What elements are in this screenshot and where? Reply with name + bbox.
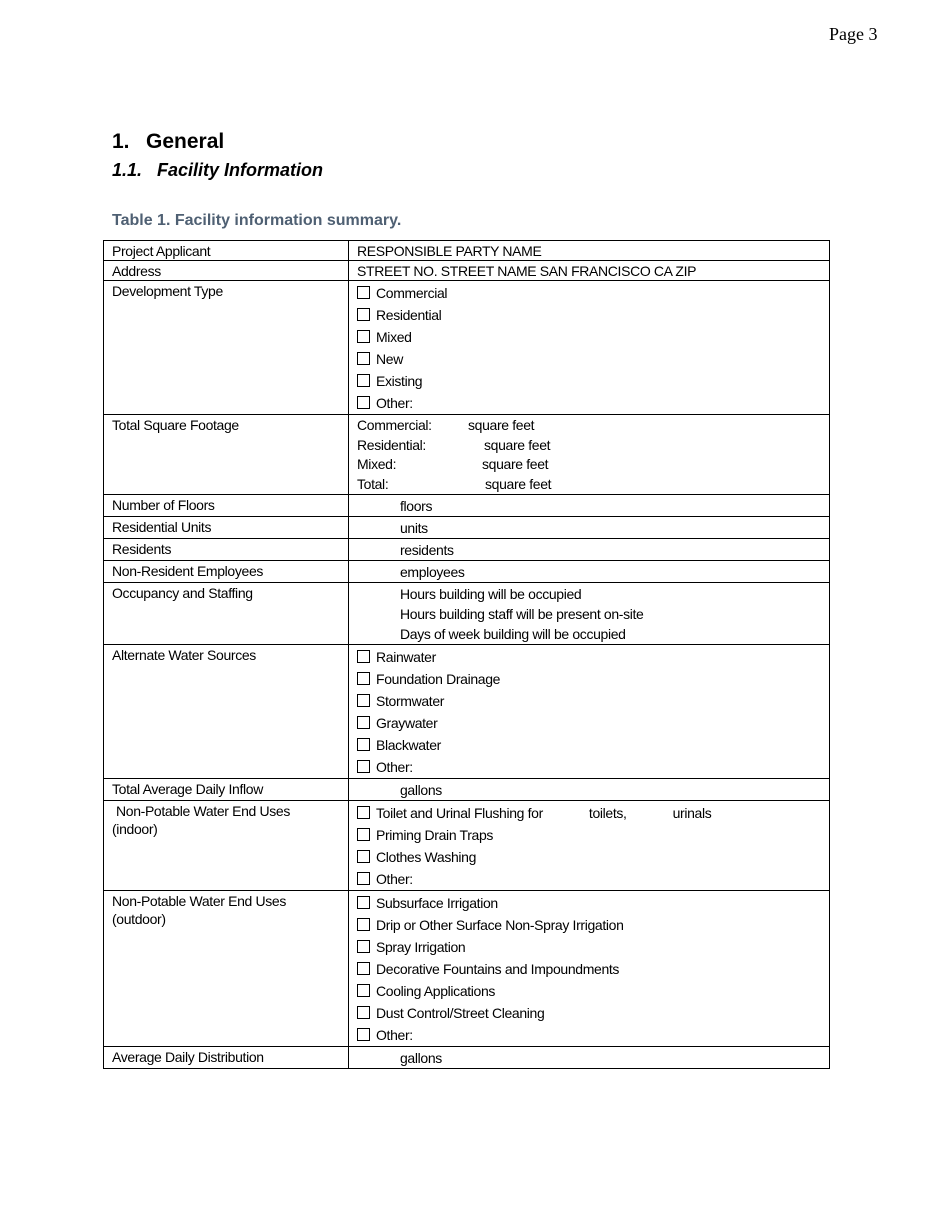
checkbox-label: Toilet and Urinal Flushing for (376, 805, 543, 821)
checkbox-icon[interactable] (357, 1006, 370, 1019)
table-row (104, 281, 830, 415)
table-row (104, 561, 830, 583)
employees-unit: employees (400, 564, 465, 580)
checkbox-label: Mixed (376, 329, 412, 345)
sqft-key: Total: (357, 475, 389, 492)
checkbox-icon[interactable] (357, 694, 370, 707)
occupancy-line[interactable]: Hours building staff will be present on-site (400, 606, 644, 622)
checkbox-label: Graywater (376, 715, 438, 731)
checkbox-option[interactable] (357, 892, 821, 914)
sqft-unit: square feet (468, 417, 535, 433)
inflow-value[interactable] (349, 779, 830, 801)
distribution-unit: gallons (400, 1050, 442, 1066)
checkbox-icon[interactable] (357, 308, 370, 321)
checkbox-option[interactable] (357, 690, 821, 712)
row-label: Average Daily Distribution (104, 1047, 349, 1069)
checkbox-icon[interactable] (357, 872, 370, 885)
checkbox-label: Residential (376, 307, 442, 323)
sqft-line[interactable] (357, 436, 821, 456)
table-row (104, 645, 830, 779)
row-label (104, 801, 349, 891)
row-label: Occupancy and Staffing (104, 583, 349, 645)
checkbox-icon[interactable] (357, 650, 370, 663)
checkbox-icon[interactable] (357, 962, 370, 975)
checkbox-option[interactable] (357, 304, 821, 326)
sqft-unit: square feet (482, 456, 549, 472)
row-label: Total Square Footage (104, 415, 349, 495)
outdoor-label-line-1: Non-Potable Water End Uses (112, 893, 287, 909)
checkbox-label: Other: (376, 871, 413, 887)
checkbox-label: Other: (376, 395, 413, 411)
section-title: General (146, 130, 225, 153)
row-label: Residential Units (104, 517, 349, 539)
sqft-key: Mixed: (357, 456, 397, 472)
checkbox-icon[interactable] (357, 828, 370, 841)
checkbox-icon[interactable] (357, 850, 370, 863)
table-row (104, 261, 830, 281)
checkbox-option[interactable] (357, 980, 821, 1002)
checkbox-icon[interactable] (357, 716, 370, 729)
sqft-line[interactable] (357, 455, 821, 475)
checkbox-icon[interactable] (357, 396, 370, 409)
section-heading (112, 130, 224, 154)
floors-unit: floors (400, 498, 433, 514)
checkbox-label: Commercial (376, 285, 448, 301)
row-label: Alternate Water Sources (104, 645, 349, 779)
checkbox-option[interactable] (357, 1002, 821, 1024)
table-caption: Table 1. Facility information summary. (112, 212, 402, 229)
table-row (104, 891, 830, 1047)
checkbox-label: Foundation Drainage (376, 671, 501, 687)
checkbox-label: Cooling Applications (376, 983, 496, 999)
checkbox-label: Spray Irrigation (376, 939, 466, 955)
occupancy-line[interactable]: Hours building will be occupied (400, 586, 582, 602)
row-label: Non-Resident Employees (104, 561, 349, 583)
checkbox-label: Other: (376, 759, 413, 775)
checkbox-icon[interactable] (357, 738, 370, 751)
employees-value[interactable] (349, 561, 830, 583)
checkbox-option[interactable] (357, 646, 821, 668)
checkbox-icon[interactable] (357, 286, 370, 299)
occupancy-values (349, 583, 830, 645)
row-label (104, 891, 349, 1047)
checkbox-option[interactable] (357, 914, 821, 936)
checkbox-option[interactable] (357, 1024, 821, 1046)
sqft-line[interactable] (357, 475, 821, 495)
checkbox-option[interactable] (357, 734, 821, 756)
checkbox-icon[interactable] (357, 940, 370, 953)
checkbox-label: Stormwater (376, 693, 445, 709)
residents-unit: residents (400, 542, 454, 558)
distribution-value[interactable] (349, 1047, 830, 1069)
development-type-options (349, 281, 830, 415)
checkbox-label: Clothes Washing (376, 849, 477, 865)
checkbox-option[interactable] (357, 824, 821, 846)
checkbox-label: Existing (376, 373, 423, 389)
checkbox-label: Drip or Other Surface Non-Spray Irrigation (376, 917, 624, 933)
checkbox-icon[interactable] (357, 984, 370, 997)
checkbox-option[interactable] (357, 936, 821, 958)
table-row (104, 495, 830, 517)
square-footage-values (349, 415, 830, 495)
checkbox-icon[interactable] (357, 760, 370, 773)
inflow-unit: gallons (400, 782, 442, 798)
checkbox-option[interactable] (357, 392, 821, 414)
sqft-unit: square feet (484, 436, 551, 453)
checkbox-option[interactable] (357, 712, 821, 734)
checkbox-icon[interactable] (357, 330, 370, 343)
checkbox-label: Subsurface Irrigation (376, 895, 498, 911)
checkbox-option[interactable] (357, 802, 821, 824)
checkbox-option[interactable] (357, 668, 821, 690)
row-label: Development Type (104, 281, 349, 415)
sqft-key: Residential: (357, 436, 426, 453)
checkbox-label: Rainwater (376, 649, 436, 665)
page-number: Page 3 (829, 24, 878, 44)
occupancy-line[interactable]: Days of week building will be occupied (400, 626, 626, 642)
outdoor-label-line-2: (outdoor) (112, 911, 166, 927)
units-value[interactable] (349, 517, 830, 539)
alternate-sources-options (349, 645, 830, 779)
table-row (104, 415, 830, 495)
sqft-line[interactable] (357, 416, 821, 436)
sqft-unit: square feet (485, 475, 552, 492)
section-number: 1. (112, 130, 130, 153)
checkbox-icon[interactable] (357, 672, 370, 685)
checkbox-option[interactable] (357, 868, 821, 890)
checkbox-icon[interactable] (357, 896, 370, 909)
facility-info-table (103, 240, 830, 1069)
checkbox-option[interactable] (357, 348, 821, 370)
table-row (104, 779, 830, 801)
subsection-number: 1.1. (112, 160, 143, 180)
table-row (104, 583, 830, 645)
checkbox-label: Dust Control/Street Cleaning (376, 1005, 545, 1021)
indoor-label-line-2: (indoor) (112, 821, 158, 837)
checkbox-option[interactable] (357, 326, 821, 348)
checkbox-icon[interactable] (357, 352, 370, 365)
floors-value[interactable] (349, 495, 830, 517)
urinals-unit: urinals (672, 805, 712, 821)
applicant-value[interactable]: RESPONSIBLE PARTY NAME (349, 241, 830, 261)
table-row (104, 241, 830, 261)
subsection-title: Facility Information (157, 160, 324, 180)
table-row (104, 517, 830, 539)
checkbox-icon[interactable] (357, 1028, 370, 1041)
table-row (104, 539, 830, 561)
checkbox-option[interactable] (357, 370, 821, 392)
checkbox-option[interactable] (357, 756, 821, 778)
outdoor-uses-options (349, 891, 830, 1047)
checkbox-option[interactable] (357, 958, 821, 980)
checkbox-option[interactable] (357, 846, 821, 868)
checkbox-icon[interactable] (357, 918, 370, 931)
sqft-key: Commercial: (357, 417, 432, 433)
residents-value[interactable] (349, 539, 830, 561)
checkbox-option[interactable] (357, 282, 821, 304)
checkbox-label: Blackwater (376, 737, 441, 753)
toilets-unit: toilets, (588, 805, 627, 821)
checkbox-label: New (376, 351, 403, 367)
row-label: Address (104, 261, 349, 281)
table-row (104, 801, 830, 891)
row-label: Residents (104, 539, 349, 561)
table-row (104, 1047, 830, 1069)
checkbox-label: Other: (376, 1027, 413, 1043)
indoor-uses-options (349, 801, 830, 891)
subsection-heading (112, 160, 323, 181)
address-value[interactable]: STREET NO. STREET NAME SAN FRANCISCO CA ZIP (349, 261, 830, 281)
row-label: Number of Floors (104, 495, 349, 517)
units-unit: units (400, 520, 428, 536)
checkbox-label: Decorative Fountains and Impoundments (376, 961, 620, 977)
row-label: Project Applicant (104, 241, 349, 261)
row-label: Total Average Daily Inflow (104, 779, 349, 801)
checkbox-icon[interactable] (357, 806, 370, 819)
indoor-label-line-1: Non-Potable Water End Uses (116, 803, 291, 819)
checkbox-icon[interactable] (357, 374, 370, 387)
checkbox-label: Priming Drain Traps (376, 827, 494, 843)
